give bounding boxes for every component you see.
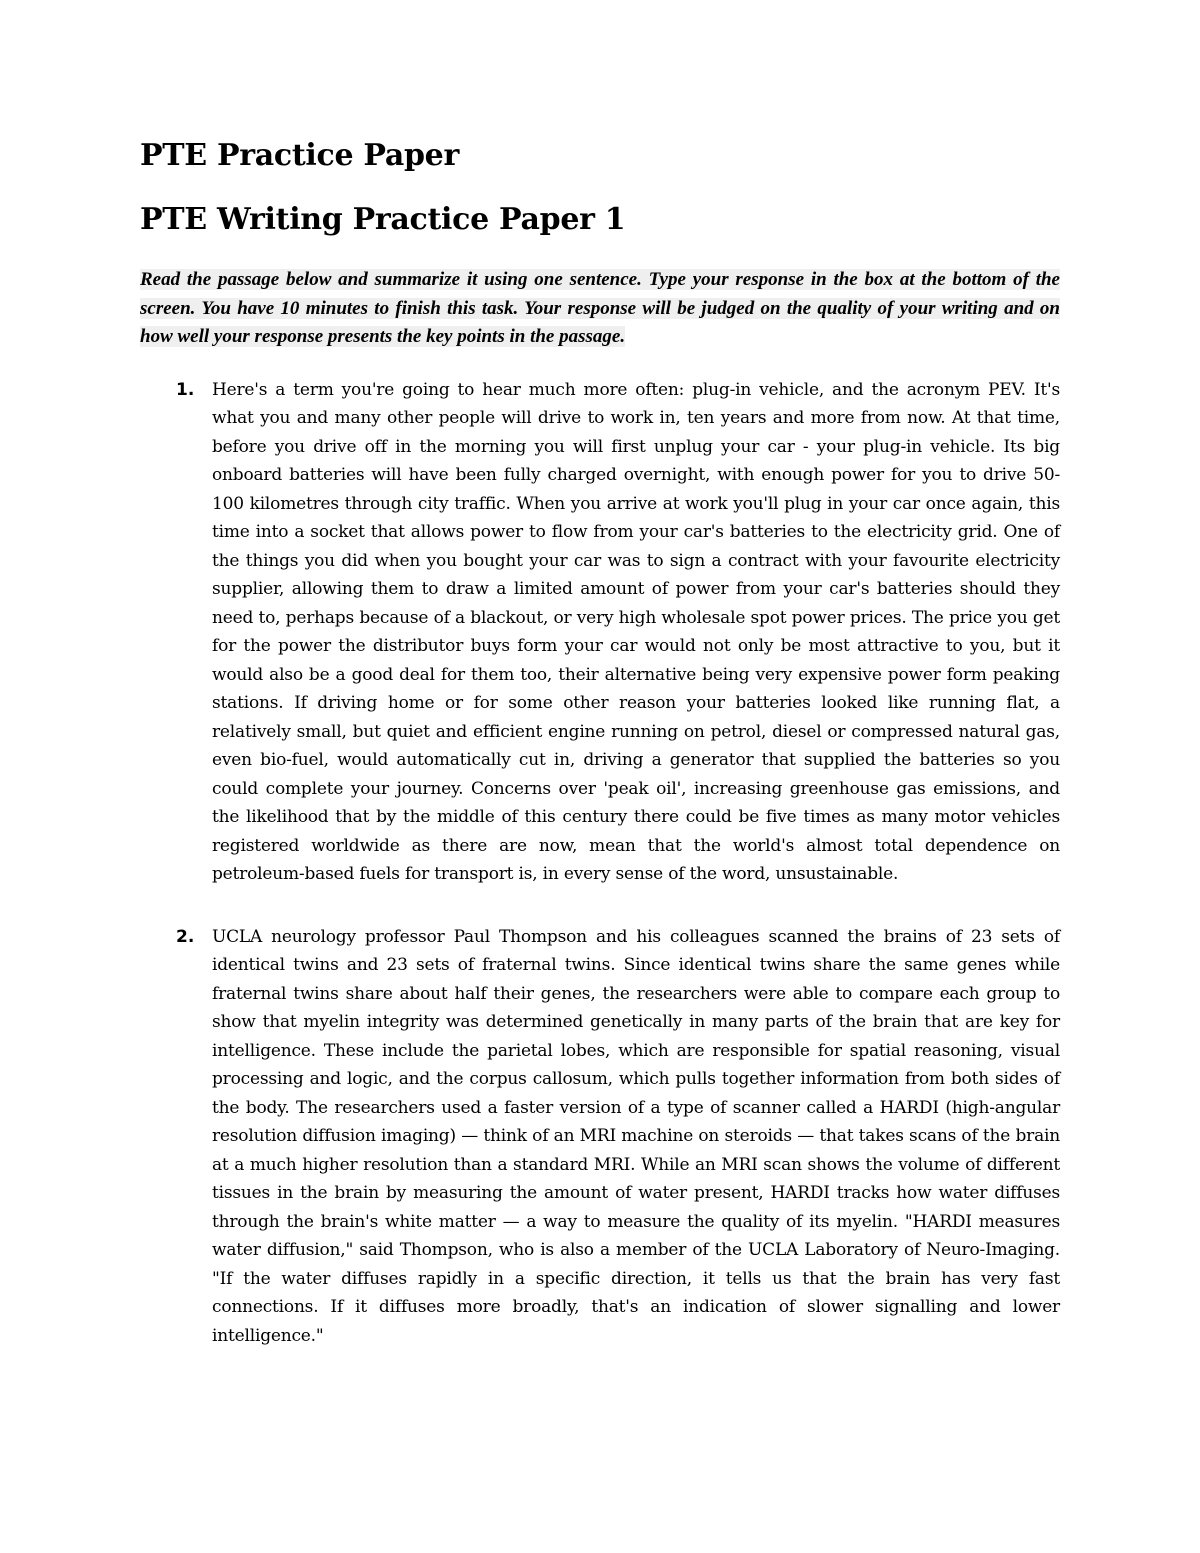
document-page <box>140 138 1060 1384</box>
passage-item <box>140 376 1060 889</box>
passage-item <box>140 923 1060 1351</box>
page-subtitle: PTE Writing Practice Paper 1 <box>140 202 626 237</box>
task-instructions <box>140 266 1060 352</box>
passage-text: UCLA neurology professor Paul Thompson and his colleagues scanned the brains of 23 sets of identical twins and 23 sets of fraternal twins. Since identical twins share the same genes while fraternal twins share about half their genes, the researchers were able to compare each group to show that myelin integrity was determined genetically in many parts of the brain that are key for intelligence. These include the parietal lobes, which are responsible for spatial reasoning, visual processing and logic, and the corpus callosum, which pulls together information from both sides of the body. The researchers used a faster version of a type of scanner called a HARDI (high-angular resolution diffusion imaging) — think of an MRI machine on steroids — that takes scans of the brain at a much higher resolution than a standard MRI. While an MRI scan shows the volume of different tissues in the brain by measuring the amount of water present, HARDI tracks how water diffuses through the brain's white matter — a way to measure the quality of its myelin. "HARDI measures water diffusion," said Thompson, who is also a member of the UCLA Laboratory of Neuro-Imaging. "If the water diffuses rapidly in a specific direction, it tells us that the brain has very fast connections. If it diffuses more broadly, that's an indication of slower signalling and lower intelligence." <box>212 926 1060 1346</box>
task-instructions-text: Read the passage below and summarize it using one sentence. Type your response in the box at the bottom of the screen. You have 10 minutes to finish this task. Your response will be judged on the quality of your writing and on how well your response presents the key points in the passage. <box>140 269 1060 347</box>
passage-text: Here's a term you're going to hear much more often: plug-in vehicle, and the acronym PEV. It's what you and many other people will drive to work in, ten years and more from now. At that time, before you drive off in the morning you will first unplug your car - your plug-in vehicle. Its big onboard batteries will have been fully charged overnight, with enough power for you to drive 50-100 kilometres through city traffic. When you arrive at work you'll plug in your car once again, this time into a socket that allows power to flow from your car's batteries to the electricity grid. One of the things you did when you bought your car was to sign a contract with your favourite electricity supplier, allowing them to draw a limited amount of power from your car's batteries should they need to, perhaps because of a blackout, or very high wholesale spot power prices. The price you get for the power the distributor buys form your car would not only be most attractive to you, but it would also be a good deal for them too, their alternative being very expensive power form peaking stations. If driving home or for some other reason your batteries looked like running flat, a relatively small, but quiet and efficient engine running on petrol, diesel or compressed natural gas, even bio-fuel, would automatically cut in, driving a generator that supplied the batteries so you could complete your journey. Concerns over 'peak oil', increasing greenhouse gas emissions, and the likelihood that by the middle of this century there could be five times as many motor vehicles registered worldwide as there are now, mean that the world's almost total dependence on petroleum-based fuels for transport is, in every sense of the word, unsustainable. <box>212 379 1060 884</box>
page-title: PTE Practice Paper <box>140 138 459 173</box>
passage-list <box>140 376 1060 1351</box>
passage-number: 1. <box>176 379 195 400</box>
passage-number: 2. <box>176 926 195 947</box>
